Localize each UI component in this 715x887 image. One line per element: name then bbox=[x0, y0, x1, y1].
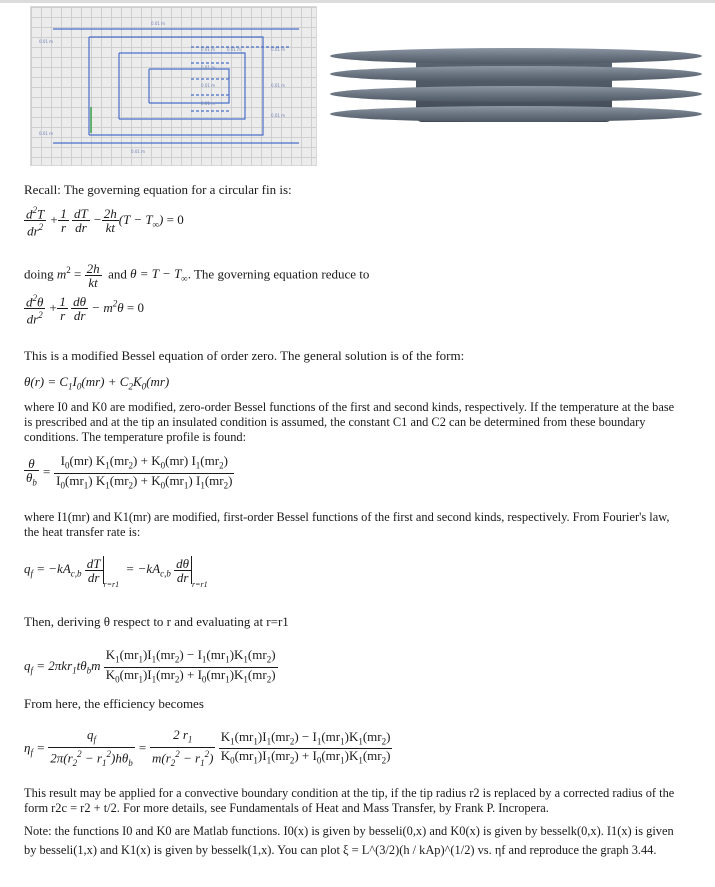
where1-paragraph: where I0 and K0 are modified, zero-order Bessel functions of the first and second kinds, respectively. If the temperature at the base is prescribed and at the tip an insulated condition is assumed, the constant C1 and C2 can be determined from these boundary conditions. The temperature profile is found: bbox=[24, 400, 675, 444]
fin-disk-1 bbox=[330, 48, 702, 64]
doing-mid: and bbox=[108, 266, 127, 282]
bessel-intro: This is a modified Bessel equation of order zero. The general solution is of the form: bbox=[24, 348, 465, 363]
doing-pre: doing bbox=[24, 266, 54, 282]
governing-equation: $\frac{d^2T}{dr^2}$ + $\frac{1}{r}$ $\frac{dT}{dr}$ − $\frac{2h}{kt}$ $(T - T_\infty) = 0$ bbox=[26, 205, 184, 239]
fin-disk-2 bbox=[330, 66, 702, 82]
fin-disk-4 bbox=[330, 106, 702, 122]
dim-label: 0.01 m bbox=[151, 21, 166, 26]
temperature-profile: $\frac{\theta}{\theta_b}$ = $\frac{I_0(mr) K_1(mr_2) + K_0(mr) I_1(mr_2)}{I_0(mr_1) K_1(mr_2) + K_0(mr_1) I_1(mr_2)}$ bbox=[26, 453, 233, 491]
fin-stack bbox=[330, 36, 702, 136]
figure-area bbox=[30, 6, 702, 166]
recall-line: Recall: The governing equation for a circular fin is: bbox=[24, 182, 292, 197]
dim-label: 0.01 m bbox=[201, 65, 216, 70]
doing-line: doing $m^2$ = $\frac{2h}{kt}$ and $\theta = T - T_\infty$. The governing equation reduce to bbox=[24, 261, 370, 290]
dim-label: 0.01 m bbox=[201, 101, 216, 106]
dimension-lines bbox=[31, 7, 316, 165]
dim-label: 0.01 m bbox=[39, 131, 54, 136]
dim-label: 0.01 m bbox=[227, 47, 242, 52]
dim-label: 0.01 m bbox=[201, 83, 216, 88]
dim-label: 0.01 m bbox=[201, 47, 216, 52]
circular-fin-render bbox=[330, 36, 702, 136]
dim-label: 0.01 m bbox=[271, 47, 286, 52]
fin-dimension-sketch bbox=[30, 6, 317, 166]
qf-result-equation: $q_f = 2\pi kr_1t\theta_bm$ $\frac{K_1(mr_1)I_1(mr_2) - I_1(mr_1)K_1(mr_2)}{K_0(mr_1)I_1(mr_2) + I_0(mr_1)K_1(mr_2)}$ bbox=[24, 647, 276, 685]
general-solution: $\theta(r) = C_1I_0(mr) + C_2K_0(mr)$ bbox=[24, 374, 170, 392]
doing-post: . The governing equation reduce to bbox=[187, 266, 370, 282]
fin-outline-3 bbox=[149, 69, 229, 103]
reduced-equation: $\frac{d^2\theta}{dr^2}$ + $\frac{1}{r}$ $\frac{d\theta}{dr}$ − $m^2\theta = 0$ bbox=[26, 293, 144, 327]
fin-disk-3 bbox=[330, 86, 702, 102]
where2-paragraph: where I1(mr) and K1(mr) are modified, first-order Bessel functions of the first and second kinds, respectively. From Fourier's law, the heat transfer rate is: bbox=[24, 510, 670, 539]
outer-frame-lines bbox=[53, 29, 299, 143]
fourier-equation: $q_f = -kA_{c,b}$ $\frac{dT}{dr}$ $_{r=r1} = -kA_{c,b}$ $\frac{d\theta}{dr}$ $_{r=r1}$ bbox=[24, 555, 208, 589]
dim-label: 0.01 m bbox=[131, 149, 146, 154]
dim-label: 0.01 m bbox=[271, 113, 286, 118]
efficiency-line: From here, the efficiency becomes bbox=[24, 696, 204, 711]
efficiency-equation: $\eta_f$ = $\frac{q_f}{2\pi(r_2^2 - r_1^2)h\theta_b}$ = $\frac{2 r_1}{m(r_2^2 - r_1^2)}$ $\frac{K_1(mr_1)I_1(mr_2) - I_1(mr_1)K_1(mr_2)}{K_0(mr_1)I_1(mr_2) + I_0(mr_1)K_1(mr_2)}$ bbox=[24, 727, 391, 768]
result-paragraph: This result may be applied for a convective boundary condition at the tip, if the tip radius r2 is replaced by a corrected radius of the form r2c = r2 + t/2. For more details, see Fundamentals of Heat and Mass Transfer, by Frank P. Incropera. bbox=[24, 786, 675, 815]
then-line: Then, deriving θ respect to r and evaluating at r=r1 bbox=[24, 614, 289, 629]
dim-label: 0.01 m bbox=[39, 39, 54, 44]
note-paragraph: Note: the functions I0 and K0 are Matlab functions. I0(x) is given by besseli(0,x) and K0(x) is given by besselk(0,x). I1(x) is given by besseli(1,x) and K1(x) is given by besselk(1,x). You can plot ξ = L^(3/2)(h / kAp)^(1/2) vs. ηf and reproduce the graph 3.44. bbox=[24, 824, 674, 857]
top-scroll-edge bbox=[0, 0, 715, 3]
dim-label: 0.01 m bbox=[271, 83, 286, 88]
